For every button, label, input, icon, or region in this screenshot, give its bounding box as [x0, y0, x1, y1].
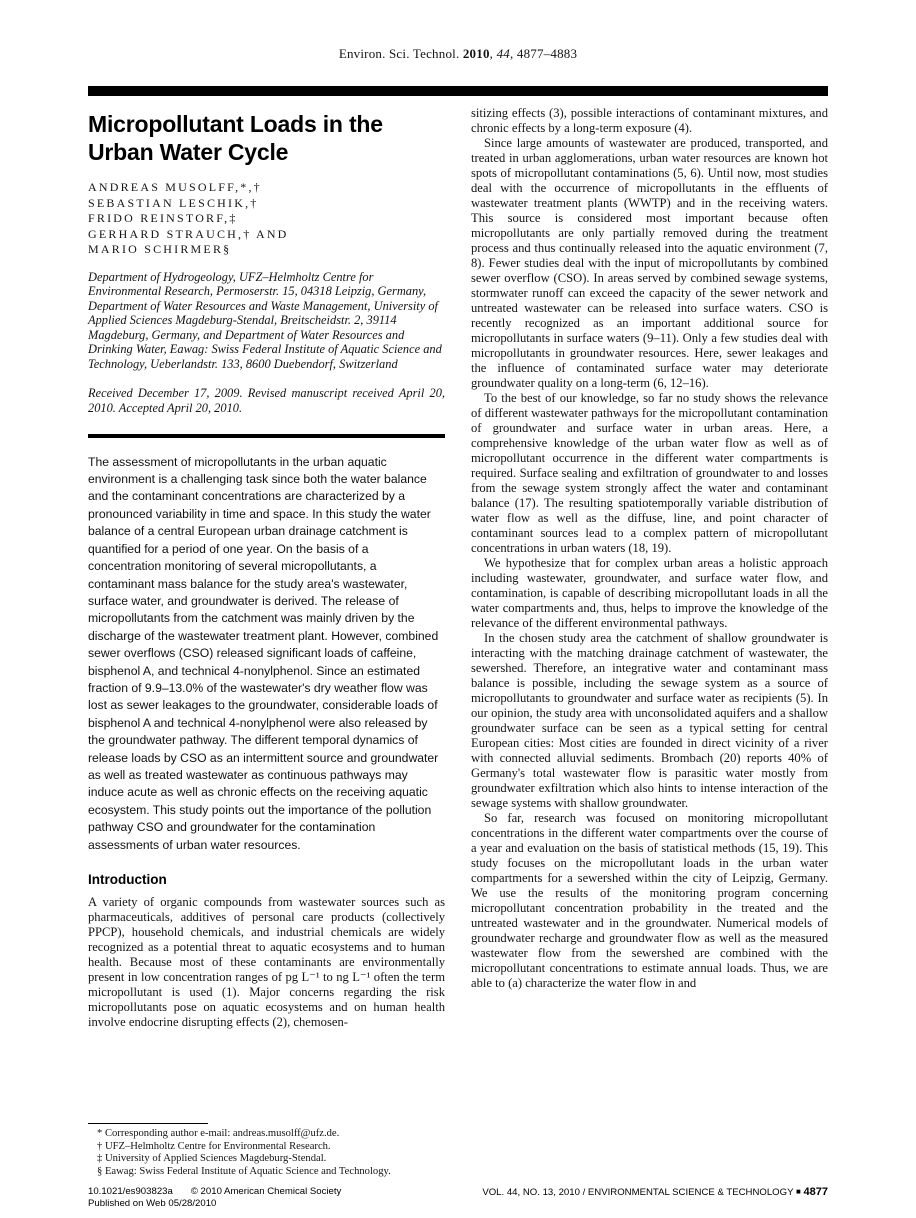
footer-published-line: Published on Web 05/28/2010	[88, 1198, 217, 1209]
journal-pages: , 4877–4883	[509, 46, 578, 61]
journal-name: Environ. Sci. Technol.	[338, 46, 463, 61]
journal-citation-header: Environ. Sci. Technol. 2010, 44, 4877–4883	[338, 46, 578, 61]
right-column	[471, 106, 828, 1030]
footnote-affiliation-double-dagger: ‡ University of Applied Sciences Magdeburg-Stendal.	[97, 1153, 327, 1165]
page-number: 4877	[803, 1186, 828, 1198]
abstract-text: The assessment of micropollutants in the urban aquatic environment is a challenging task since both the water balance and the contaminant concentrations are characterized by a pronounced variability in time and space. In this study the water balance of a central European urban drainage catchment is quantified for a period of one year. On the basis of a concentration monitoring of several micropollutants, a contaminant mass balance for the study area's wastewater, surface water, and groundwater is derived. The release of micropollutants from the catchment was mainly driven by the discharge of the wastewater treatment plant. However, combined sewer overflows (CSO) released significant loads of caffeine, bisphenol A, and technical 4-nonylphenol. Since an estimated fraction of 9.9–13.0% of the wastewater's dry weather flow was lost as sewer leakages to the groundwater, considerable loads of bisphenol A and technical 4-nonylphenol were also released by the groundwater pathway. The different temporal dynamics of release loads by CSO as an intermittent source and groundwater as well as treated wastewater as continuous pathways may induce acute as well as chronic effects on the receiving aquatic ecosystem. This study points out the importance of the pollution pathway CSO and groundwater for the contamination assessments of urban water resources.	[88, 454, 439, 852]
affiliation: Department of Hydrogeology, UFZ–Helmholtz Centre for Environmental Research, Permoserstr. 15, 04318 Leipzig, Germany, Department of Water Resources and Waste Management, University of Applied Sciences Magdeburg-Stendal, Breitscheidstr. 2, 39114 Magdeburg, Germany, and Department of Water Resources and Drinking Water, Eawag: Swiss Federal Institute of Aquatic Science and Technology, Ueberlandstr. 133, 8600 Duebendorf, Switzerland	[88, 269, 442, 372]
received-dates: Received December 17, 2009. Revised manuscript received April 20, 2010. Accepted April 20, 2010.	[88, 385, 445, 415]
intro-paragraph: A variety of organic compounds from wastewater sources such as pharmaceuticals, additives of personal care products (collectively PPCP), household chemicals, and industrial chemicals are widely recognized as a potential threat to aquatic ecosystems and to human health. Because most of these contaminants are environmentally present in low concentration ranges of pg L⁻¹ to ng L⁻¹ often the term micropollutant is used (1). Major concerns regarding the risk micropollutants pose on aquatic ecosystems and on human health involve endocrine disrupting effects (2), chemosen-	[88, 895, 445, 1029]
author-line: MARIO SCHIRMER§	[88, 242, 232, 256]
journal-volume: 44	[496, 46, 510, 61]
footnotes-block	[88, 1118, 445, 1178]
header-divider-bar	[88, 86, 828, 96]
body-paragraph: To the best of our knowledge, so far no study shows the relevance of different wastewater pathways for the micropollutant contamination of groundwater and surface water in urban areas. Here, a comprehensive knowledge of the urban water flow as well as of micropollutant occurrence in the different water compartments is required. Surface sealing and exfiltration of groundwater to and losses from the sewage system strongly affect the water and contaminant balance (17). The resulting spatiotemporally variable distribution of water flow as well as the diffuse, line, and point character of contaminant sources lead to a complex pattern of micropollutant concentrations in urban waters (18, 19).	[471, 391, 828, 555]
body-paragraph: So far, research was focused on monitoring micropollutant concentrations in the different water compartments over the course of a year and evaluation on the basis of statistical methods (15, 19). This study focuses on the micropollutant loads in the urban water compartments for a sewershed within the city of Leipzig, Germany. We use the results of the monitoring program concerning micropollutant concentration probability in the treated and the untreated wastewater and in the groundwater. Numerical models of groundwater recharge and groundwater flow as well as the measured wastewater flow from the sewershed are combined with the micropollutant concentrations to estimate annual loads. Thus, we are able to (a) characterize the water flow in and	[471, 811, 828, 990]
author-list	[88, 180, 445, 258]
left-column	[88, 106, 445, 1030]
footnote-divider	[88, 1123, 208, 1124]
section-heading-introduction: Introduction	[88, 872, 167, 887]
author-line: SEBASTIAN LESCHIK,†	[88, 195, 259, 210]
footnote-affiliation-dagger: † UFZ–Helmholtz Centre for Environmental Research.	[97, 1140, 331, 1152]
footer-right	[482, 1186, 828, 1198]
issue-info: VOL. 44, NO. 13, 2010 / ENVIRONMENTAL SCIENCE & TECHNOLOGY	[482, 1187, 794, 1198]
footer-left	[88, 1186, 341, 1210]
article-title: Micropollutant Loads in the Urban Water Cycle	[88, 111, 383, 165]
footnote-corresponding-author: * Corresponding author e-mail: andreas.musolff@ufz.de.	[97, 1128, 340, 1139]
author-line: ANDREAS MUSOLFF,*,†	[88, 180, 262, 194]
author-line: GERHARD STRAUCH,† AND	[88, 226, 289, 241]
body-paragraph: Since large amounts of wastewater are produced, transported, and treated in urban agglomerations, urban water resources are known hot spots of micropollutant contaminations (5, 6). Until now, most studies deal with the occurrence of micropollutants in the effluents of wastewater treatment plants (WWTP) and in the receiving waters. This source is considered most important because often micropollutants are only partially removed during the treatment process and thus continually released into the aquatic environment (7, 8). Fewer studies deal with the input of micropollutants by combined sewer overflow (CSO). In areas served by combined sewage systems, stormwater runoff can exceed the capacity of the sewer network and untreated wastewater can be released into surface waters. CSO is recently recognized as an important additional source for micropollutants in surface waters (9–11). Only a few studies deal with micropollutants in groundwater resources. Here, sewer leakages and the influence of contaminated surface water may deteriorate groundwater quality on a long-term (6, 12–16).	[471, 136, 828, 390]
copyright: © 2010 American Chemical Society	[190, 1186, 342, 1197]
two-column-layout	[88, 106, 828, 1030]
square-bullet-icon: ■	[796, 1187, 801, 1196]
body-paragraph: We hypothesize that for complex urban areas a holistic approach including wastewater, groundwater, and surface water flow, and contamination, is capable of describing micropollutant loads in all the water compartments and, thus, helps to improve the knowledge of the relevance of the different environmental pathways.	[471, 556, 828, 630]
footnote-affiliation-section: § Eawag: Swiss Federal Institute of Aquatic Science and Technology.	[97, 1165, 391, 1177]
abstract-divider	[88, 434, 445, 438]
footer-doi-line	[88, 1186, 341, 1198]
doi: 10.1021/es903823a	[88, 1186, 173, 1197]
journal-year: 2010	[462, 46, 490, 61]
author-line: FRIDO REINSTORF,‡	[88, 211, 238, 225]
body-paragraph: In the chosen study area the catchment of shallow groundwater is interacting with the matching drainage catchment of wastewater, the sewershed. Therefore, an integrative water and contaminant mass balance is possible, including the sewage system as a source of micropollutants to groundwater and surface water as recipients (5). In our opinion, the study area with unconsolidated aquifers and a shallow groundwater surface can be seen as a typical setting for central European cities: Most cities are founded in direct vicinity of a river with connected alluvial sediments. Brombach (20) reports 40% of Germany's total wastewater flow is parasitic water mostly from groundwater exfiltration which also hints to intense interaction of the sewage systems with shallow groundwater.	[471, 631, 828, 810]
body-paragraph: sitizing effects (3), possible interactions of contaminant mixtures, and chronic effects by a long-term exposure (4).	[471, 106, 828, 135]
